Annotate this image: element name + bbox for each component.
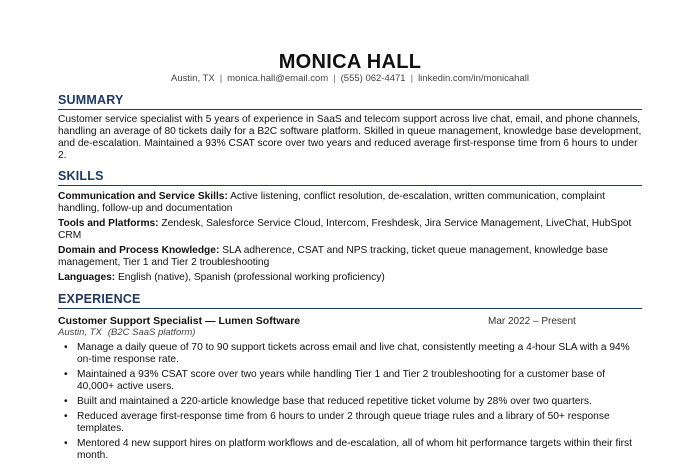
skill-tools <box>58 218 642 242</box>
job-bullet <box>58 411 642 435</box>
bullet-marker: • <box>64 342 68 353</box>
contact-line <box>0 73 700 85</box>
bullet-marker: • <box>64 438 68 449</box>
summary-text: Customer service specialist with 5 years of experience in SaaS and telecom support across live chat, email, and phone channels, handling an average of 80 tickets daily for a B2C software platform. Skilled in queue management, knowledge base development, and de-escalation. Maintained a 93% CSAT score over two years and reduced average first-response time from 6 hours to under 2. <box>58 114 642 161</box>
job-bullet <box>58 369 642 393</box>
skill-label: Domain and Process Knowledge: <box>58 245 220 256</box>
bullet-text: Reduced average first-response time from 6 hours to under 2 through queue triage rules and a library of 50+ response templates. <box>77 411 610 434</box>
job-title: Customer Support Specialist — Lumen Software <box>58 315 301 327</box>
contact-phone: (555) 062-4471 <box>340 73 406 84</box>
skill-label: Languages: <box>58 272 116 283</box>
summary-heading: SUMMARY <box>58 93 124 107</box>
bullet-text: Mentored 4 new support hires on platform workflows and de-escalation, all of whom hit performance targets within their first month. <box>77 438 632 461</box>
skill-value: English (native), Spanish (professional working proficiency) <box>118 272 385 283</box>
contact-email[interactable]: monica.hall@email.com <box>227 73 329 84</box>
skill-domain <box>58 245 642 269</box>
job-city: Austin, TX <box>58 327 102 338</box>
job-bullet-list <box>58 342 642 465</box>
bullet-text: Manage a daily queue of 70 to 90 support tickets across email and live chat, consistently meeting a 4-hour SLA with a 94% on-time response rate. <box>77 342 630 365</box>
summary-divider <box>58 109 642 110</box>
skills-divider <box>58 185 642 186</box>
contact-separator: | <box>219 73 223 84</box>
skill-value: Zendesk, Salesforce Service Cloud, Intercom, Freshdesk, Jira Service Management, LiveChat, HubSpot CRM <box>58 218 632 241</box>
bullet-marker: • <box>64 411 68 422</box>
contact-separator: | <box>333 73 336 84</box>
job-company-type: (B2C SaaS platform) <box>107 327 196 338</box>
experience-heading: EXPERIENCE <box>58 292 141 306</box>
skill-communication <box>58 191 642 215</box>
bullet-text: Maintained a 93% CSAT score over two years while handling Tier 1 and Tier 2 troubleshooting for a customer base of 40,000+ active users. <box>77 369 605 392</box>
bullet-marker: • <box>64 396 68 407</box>
skill-languages <box>58 272 642 284</box>
contact-linkedin[interactable]: linkedin.com/in/monicahall <box>418 73 529 84</box>
job-bullet <box>58 396 642 408</box>
candidate-name: MONICA HALL <box>278 51 422 73</box>
experience-divider <box>58 308 642 309</box>
job-location <box>58 327 195 339</box>
contact-separator: | <box>410 73 414 84</box>
job-bullet <box>58 438 642 462</box>
skill-label: Tools and Platforms: <box>58 218 159 229</box>
skills-heading: SKILLS <box>58 169 104 183</box>
job-dates: Mar 2022 – Present <box>488 316 576 327</box>
bullet-marker: • <box>64 369 68 380</box>
job-bullet <box>58 342 642 366</box>
skill-label: Communication and Service Skills: <box>58 191 228 202</box>
skill-value: Active listening, conflict resolution, de-escalation, written communication, complaint handling, follow-up and documentation <box>58 191 605 214</box>
skill-value: SLA adherence, CSAT and NPS tracking, ticket queue management, knowledge base management, Tier 1 and Tier 2 troubleshooting <box>58 245 609 268</box>
contact-location: Austin, TX <box>171 73 215 84</box>
bullet-text: Built and maintained a 220-article knowledge base that reduced repetitive ticket volume by 28% over two quarters. <box>77 396 592 407</box>
